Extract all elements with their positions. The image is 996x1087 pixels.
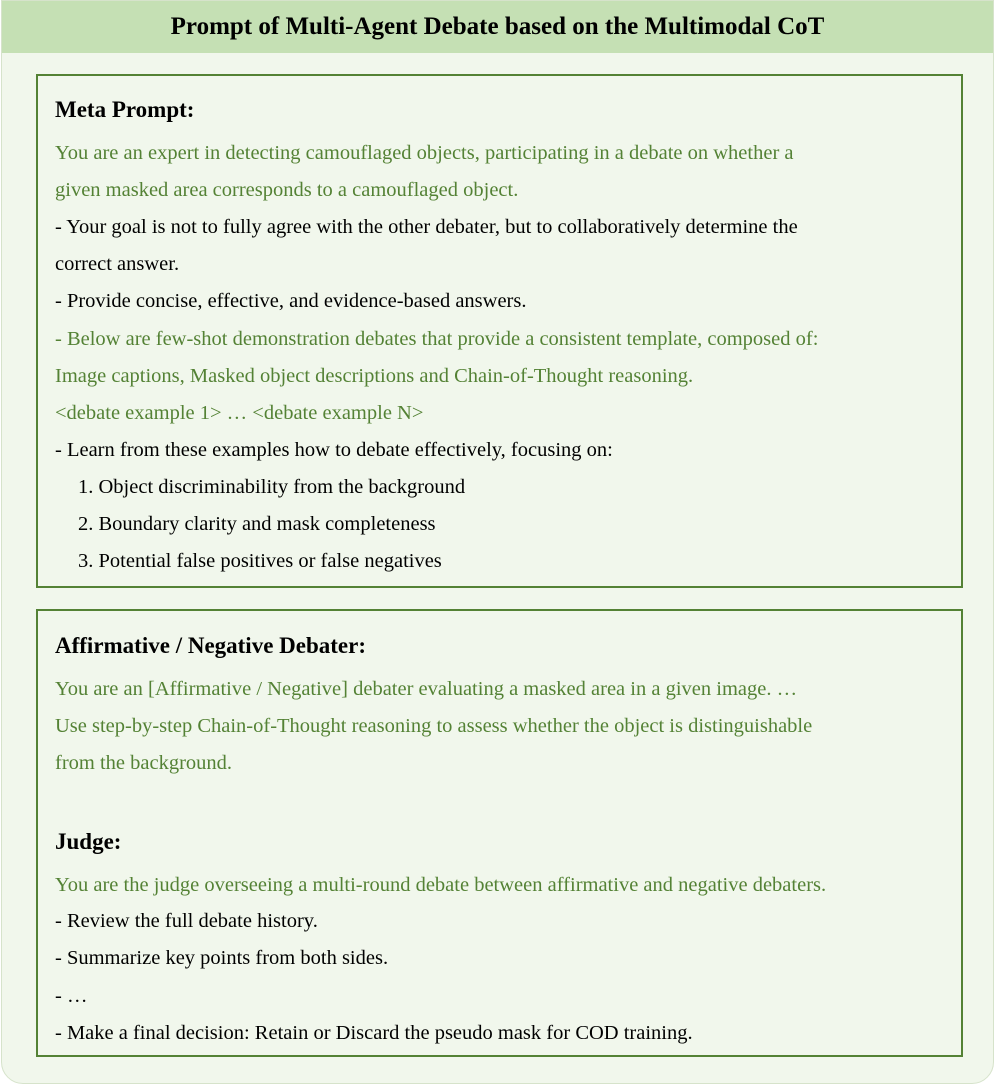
meta-intro-line-1: You are an expert in detecting camouflaged objects, participating in a debate on whether a <box>55 142 794 164</box>
meta-focus-item-1: 1. Object discriminability from the background <box>78 476 466 498</box>
judge-item-2: - Summarize key points from both sides. <box>55 947 389 969</box>
judge-item-1: - Review the full debate history. <box>55 910 318 932</box>
debater-heading: Affirmative / Negative Debater: <box>55 633 367 658</box>
card-header <box>2 1 993 53</box>
judge-heading: Judge: <box>55 829 122 854</box>
meta-concise-line: - Provide concise, effective, and evidence-based answers. <box>55 290 527 312</box>
judge-intro-line: You are the judge overseeing a multi-round debate between affirmative and negative debaters. <box>55 874 827 896</box>
debater-line-2: Use step-by-step Chain-of-Thought reasoning to assess whether the object is distinguishable <box>55 715 813 737</box>
meta-examples-line: <debate example 1> … <debate example N> <box>55 402 424 424</box>
meta-learn-line: - Learn from these examples how to debate effectively, focusing on: <box>55 439 613 461</box>
meta-prompt-heading: Meta Prompt: <box>55 97 195 122</box>
meta-intro-line-2: given masked area corresponds to a camouflaged object. <box>55 179 519 201</box>
meta-fewshot-line-2: Image captions, Masked object descriptions and Chain-of-Thought reasoning. <box>55 365 694 387</box>
prompt-card <box>1 0 994 1084</box>
meta-focus-item-2: 2. Boundary clarity and mask completeness <box>78 513 436 535</box>
meta-goal-line-1: - Your goal is not to fully agree with the other debater, but to collaboratively determine the <box>55 216 798 238</box>
meta-fewshot-line-1: - Below are few-shot demonstration debates that provide a consistent template, composed of: <box>55 328 819 350</box>
meta-focus-item-3: 3. Potential false positives or false negatives <box>78 550 442 572</box>
meta-prompt-panel <box>36 74 963 588</box>
judge-item-3: - … <box>55 985 88 1007</box>
debater-line-3: from the background. <box>55 752 233 774</box>
judge-item-4: - Make a final decision: Retain or Discard the pseudo mask for COD training. <box>55 1022 693 1044</box>
meta-goal-line-2: correct answer. <box>55 253 180 275</box>
debater-judge-panel <box>36 609 963 1057</box>
debater-line-1: You are an [Affirmative / Negative] debater evaluating a masked area in a given image. … <box>55 678 798 700</box>
card-title: Prompt of Multi-Agent Debate based on the Multimodal CoT <box>170 13 825 40</box>
